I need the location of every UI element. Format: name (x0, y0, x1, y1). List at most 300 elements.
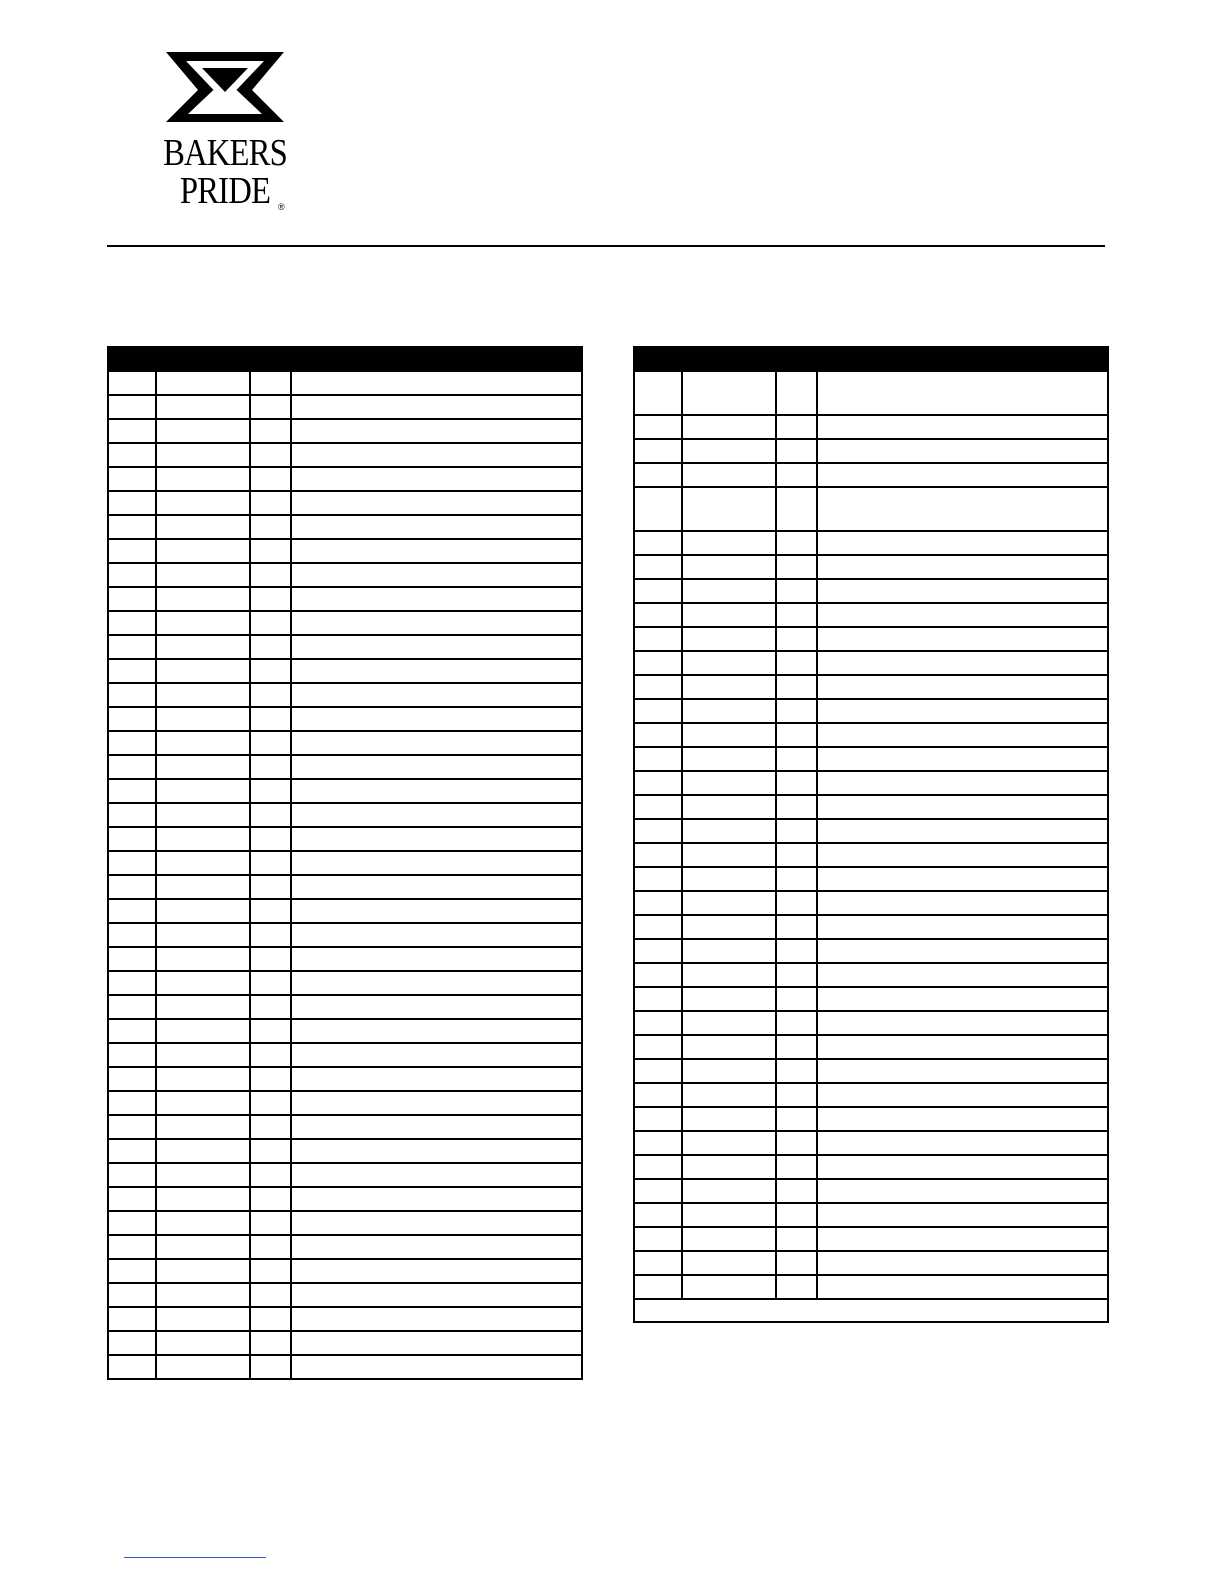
qty-cell (776, 603, 817, 627)
description-cell (291, 875, 582, 899)
item-cell (108, 587, 156, 611)
description-cell (291, 851, 582, 875)
item-cell (634, 843, 682, 867)
description-cell (291, 1283, 582, 1307)
item-cell (634, 627, 682, 651)
part-number-cell (682, 939, 776, 963)
description-cell (817, 603, 1108, 627)
table-row (108, 539, 582, 563)
item-cell (634, 963, 682, 987)
item-cell (634, 747, 682, 771)
table-row (108, 587, 582, 611)
description-cell (291, 395, 582, 419)
qty-cell (776, 579, 817, 603)
qty-cell (250, 395, 291, 419)
part-number-cell (156, 371, 250, 395)
qty-cell (250, 467, 291, 491)
part-number-cell (682, 795, 776, 819)
description-cell (291, 1187, 582, 1211)
qty-cell (250, 707, 291, 731)
part-number-cell (682, 1179, 776, 1203)
item-cell (634, 1131, 682, 1155)
table-row (634, 1059, 1108, 1083)
item-cell (108, 635, 156, 659)
qty-cell (776, 487, 817, 531)
description-cell (291, 539, 582, 563)
item-cell (634, 699, 682, 723)
item-cell (108, 1235, 156, 1259)
item-cell (634, 723, 682, 747)
table-row (634, 867, 1108, 891)
description-cell (817, 795, 1108, 819)
description-cell (817, 1251, 1108, 1275)
table-row (634, 987, 1108, 1011)
part-number-cell (156, 1163, 250, 1187)
part-number-cell (156, 995, 250, 1019)
qty-cell (250, 683, 291, 707)
table-footer-row (634, 1299, 1108, 1322)
qty-cell (250, 731, 291, 755)
table-row (634, 1131, 1108, 1155)
description-cell (817, 1275, 1108, 1299)
header-divider (107, 245, 1105, 247)
item-cell (108, 1115, 156, 1139)
table-row (108, 1235, 582, 1259)
item-cell (634, 1083, 682, 1107)
description-cell (817, 699, 1108, 723)
description-cell (291, 803, 582, 827)
description-cell (291, 1211, 582, 1235)
table-row (108, 1139, 582, 1163)
item-cell (108, 923, 156, 947)
description-cell (291, 371, 582, 395)
part-number-cell (682, 843, 776, 867)
item-cell (108, 395, 156, 419)
description-cell (817, 747, 1108, 771)
description-cell (817, 723, 1108, 747)
qty-cell (776, 371, 817, 415)
description-cell (291, 707, 582, 731)
part-number-cell (156, 827, 250, 851)
item-cell (634, 795, 682, 819)
item-cell (634, 1107, 682, 1131)
table-row (634, 1107, 1108, 1131)
description-cell (291, 683, 582, 707)
item-cell (634, 1011, 682, 1035)
description-cell (291, 1115, 582, 1139)
description-cell (291, 1307, 582, 1331)
qty-cell (250, 803, 291, 827)
item-cell (634, 579, 682, 603)
qty-cell (776, 843, 817, 867)
qty-cell (776, 963, 817, 987)
table-row (108, 443, 582, 467)
table-row (634, 963, 1108, 987)
part-number-cell (682, 771, 776, 795)
table-row (634, 439, 1108, 463)
description-cell (817, 987, 1108, 1011)
registered-mark: ® (268, 112, 275, 122)
table-row (108, 731, 582, 755)
description-cell (291, 515, 582, 539)
description-cell (291, 611, 582, 635)
item-cell (634, 867, 682, 891)
table-row (634, 415, 1108, 439)
item-cell (108, 491, 156, 515)
part-number-cell (156, 851, 250, 875)
item-cell (108, 539, 156, 563)
part-number-cell (682, 1251, 776, 1275)
item-cell (108, 827, 156, 851)
qty-cell (776, 627, 817, 651)
table-row (634, 771, 1108, 795)
description-cell (817, 627, 1108, 651)
item-cell (108, 611, 156, 635)
table-row (108, 971, 582, 995)
table-row (108, 1211, 582, 1235)
part-number-cell (156, 539, 250, 563)
table-row (108, 1091, 582, 1115)
part-number-cell (682, 723, 776, 747)
part-number-cell (682, 555, 776, 579)
part-number-cell (682, 963, 776, 987)
item-cell (634, 555, 682, 579)
qty-cell (776, 531, 817, 555)
part-number-cell (156, 563, 250, 587)
item-cell (108, 419, 156, 443)
part-number-cell (156, 1259, 250, 1283)
description-cell (291, 899, 582, 923)
table-row (108, 563, 582, 587)
qty-cell (250, 875, 291, 899)
table-row (108, 995, 582, 1019)
description-cell (291, 755, 582, 779)
qty-cell (250, 755, 291, 779)
table-row (634, 487, 1108, 531)
description-cell (817, 1059, 1108, 1083)
item-cell (108, 851, 156, 875)
table-row (108, 755, 582, 779)
description-cell (817, 843, 1108, 867)
qty-cell (776, 771, 817, 795)
table-row (108, 419, 582, 443)
description-cell (817, 1227, 1108, 1251)
part-number-cell (156, 467, 250, 491)
qty-cell (776, 1251, 817, 1275)
description-cell (291, 1019, 582, 1043)
table-row (108, 923, 582, 947)
table-row (108, 1355, 582, 1379)
qty-cell (250, 491, 291, 515)
qty-cell (776, 867, 817, 891)
item-cell (108, 875, 156, 899)
qty-cell (776, 723, 817, 747)
footer-link-underline[interactable] (124, 1557, 266, 1558)
table-row (108, 779, 582, 803)
qty-cell (776, 987, 817, 1011)
qty-cell (776, 795, 817, 819)
qty-cell (776, 1275, 817, 1299)
part-number-cell (682, 579, 776, 603)
qty-cell (776, 675, 817, 699)
item-cell (634, 987, 682, 1011)
qty-cell (776, 747, 817, 771)
table-row (634, 463, 1108, 487)
table-row (108, 1067, 582, 1091)
item-cell (634, 463, 682, 487)
qty-cell (776, 415, 817, 439)
qty-cell (776, 1011, 817, 1035)
item-cell (634, 1227, 682, 1251)
table-row (634, 1203, 1108, 1227)
item-cell (108, 1091, 156, 1115)
description-cell (291, 1163, 582, 1187)
description-cell (817, 915, 1108, 939)
description-cell (817, 555, 1108, 579)
table-row (634, 371, 1108, 415)
item-cell (108, 755, 156, 779)
table-row (634, 915, 1108, 939)
qty-cell (776, 1179, 817, 1203)
part-number-cell (682, 463, 776, 487)
description-cell (817, 439, 1108, 463)
description-cell (291, 1259, 582, 1283)
qty-cell (250, 971, 291, 995)
table-row (634, 603, 1108, 627)
description-cell (291, 419, 582, 443)
item-cell (108, 683, 156, 707)
table-row (634, 1035, 1108, 1059)
part-number-cell (156, 971, 250, 995)
qty-cell (250, 1043, 291, 1067)
part-number-cell (156, 731, 250, 755)
part-number-cell (682, 1035, 776, 1059)
qty-cell (250, 779, 291, 803)
part-number-cell (682, 747, 776, 771)
item-cell (634, 603, 682, 627)
qty-cell (250, 1067, 291, 1091)
qty-cell (250, 1355, 291, 1379)
qty-cell (250, 1331, 291, 1355)
qty-cell (776, 1227, 817, 1251)
part-number-cell (156, 1283, 250, 1307)
item-cell (634, 771, 682, 795)
item-cell (634, 675, 682, 699)
item-cell (108, 1331, 156, 1355)
part-number-cell (156, 1139, 250, 1163)
qty-cell (776, 699, 817, 723)
description-cell (291, 467, 582, 491)
table-row (108, 371, 582, 395)
qty-cell (776, 1131, 817, 1155)
item-cell (108, 1283, 156, 1307)
description-cell (817, 1203, 1108, 1227)
description-cell (291, 635, 582, 659)
description-cell (291, 1235, 582, 1259)
description-cell (291, 563, 582, 587)
qty-cell (250, 1235, 291, 1259)
description-cell (817, 963, 1108, 987)
description-cell (817, 867, 1108, 891)
item-cell (108, 371, 156, 395)
description-cell (291, 587, 582, 611)
item-cell (634, 1035, 682, 1059)
table-row (634, 699, 1108, 723)
part-number-cell (156, 779, 250, 803)
table-row (634, 1083, 1108, 1107)
description-cell (817, 675, 1108, 699)
description-cell (817, 1131, 1108, 1155)
table-row (108, 707, 582, 731)
item-cell (108, 779, 156, 803)
qty-cell (250, 899, 291, 923)
qty-cell (776, 651, 817, 675)
item-cell (108, 707, 156, 731)
item-cell (634, 651, 682, 675)
part-number-cell (156, 923, 250, 947)
qty-cell (250, 635, 291, 659)
table-row (634, 843, 1108, 867)
table-row (634, 819, 1108, 843)
description-cell (291, 923, 582, 947)
part-number-cell (682, 1275, 776, 1299)
description-cell (817, 1155, 1108, 1179)
description-cell (291, 1331, 582, 1355)
part-number-cell (682, 699, 776, 723)
description-cell (817, 819, 1108, 843)
table-row (634, 627, 1108, 651)
part-number-cell (682, 1203, 776, 1227)
qty-cell (250, 539, 291, 563)
part-number-cell (682, 819, 776, 843)
table-row (634, 555, 1108, 579)
part-number-cell (156, 515, 250, 539)
item-cell (108, 731, 156, 755)
description-cell (291, 491, 582, 515)
table-row (108, 803, 582, 827)
item-cell (634, 915, 682, 939)
part-number-cell (682, 1131, 776, 1155)
part-number-cell (156, 947, 250, 971)
description-cell (817, 463, 1108, 487)
qty-cell (776, 555, 817, 579)
description-cell (291, 947, 582, 971)
part-number-cell (156, 419, 250, 443)
description-cell (291, 995, 582, 1019)
qty-cell (250, 1283, 291, 1307)
description-cell (291, 443, 582, 467)
part-number-cell (682, 651, 776, 675)
item-cell (634, 1179, 682, 1203)
part-number-cell (156, 683, 250, 707)
table-row (108, 1307, 582, 1331)
table-row (108, 875, 582, 899)
table-row (108, 1259, 582, 1283)
qty-cell (776, 1083, 817, 1107)
part-number-cell (156, 491, 250, 515)
description-cell (817, 415, 1108, 439)
description-cell (291, 971, 582, 995)
qty-cell (250, 563, 291, 587)
description-cell (817, 651, 1108, 675)
description-cell (291, 779, 582, 803)
qty-cell (776, 463, 817, 487)
part-number-cell (156, 1355, 250, 1379)
part-number-cell (156, 1307, 250, 1331)
qty-cell (250, 947, 291, 971)
table-row (634, 891, 1108, 915)
part-number-cell (682, 439, 776, 463)
part-number-cell (682, 1011, 776, 1035)
description-cell (817, 1107, 1108, 1131)
part-number-cell (156, 1235, 250, 1259)
table-row (108, 515, 582, 539)
item-cell (108, 995, 156, 1019)
qty-cell (776, 1203, 817, 1227)
part-number-cell (156, 1019, 250, 1043)
table-row (108, 1331, 582, 1355)
item-cell (108, 1211, 156, 1235)
table-row (634, 1251, 1108, 1275)
qty-cell (250, 1139, 291, 1163)
qty-cell (776, 1107, 817, 1131)
item-cell (108, 1163, 156, 1187)
part-number-cell (156, 395, 250, 419)
table-row (108, 827, 582, 851)
qty-cell (250, 587, 291, 611)
qty-cell (776, 1059, 817, 1083)
item-cell (634, 1203, 682, 1227)
part-number-cell (156, 1211, 250, 1235)
part-number-cell (156, 1091, 250, 1115)
qty-cell (250, 659, 291, 683)
part-number-cell (682, 627, 776, 651)
qty-cell (776, 891, 817, 915)
table-row (634, 675, 1108, 699)
description-cell (817, 1035, 1108, 1059)
description-cell (291, 659, 582, 683)
description-cell (291, 827, 582, 851)
brand-name-line2: PRIDE (179, 170, 271, 212)
description-cell (817, 939, 1108, 963)
part-number-cell (156, 755, 250, 779)
qty-cell (250, 611, 291, 635)
item-cell (108, 947, 156, 971)
table-row (634, 723, 1108, 747)
qty-cell (250, 443, 291, 467)
part-number-cell (682, 1155, 776, 1179)
description-cell (817, 891, 1108, 915)
part-number-cell (682, 1083, 776, 1107)
description-cell (291, 1139, 582, 1163)
brand-logo (150, 52, 300, 212)
description-cell (291, 1355, 582, 1379)
item-cell (108, 803, 156, 827)
item-cell (634, 371, 682, 415)
part-number-cell (682, 531, 776, 555)
bakers-pride-emblem-icon (166, 52, 284, 124)
table-row (634, 747, 1108, 771)
item-cell (634, 1059, 682, 1083)
item-cell (108, 899, 156, 923)
table-row (634, 1155, 1108, 1179)
part-number-cell (682, 987, 776, 1011)
part-number-cell (682, 415, 776, 439)
table-row (108, 851, 582, 875)
table-row (108, 1187, 582, 1211)
part-number-cell (156, 707, 250, 731)
registered-mark-2: ® (278, 202, 285, 212)
